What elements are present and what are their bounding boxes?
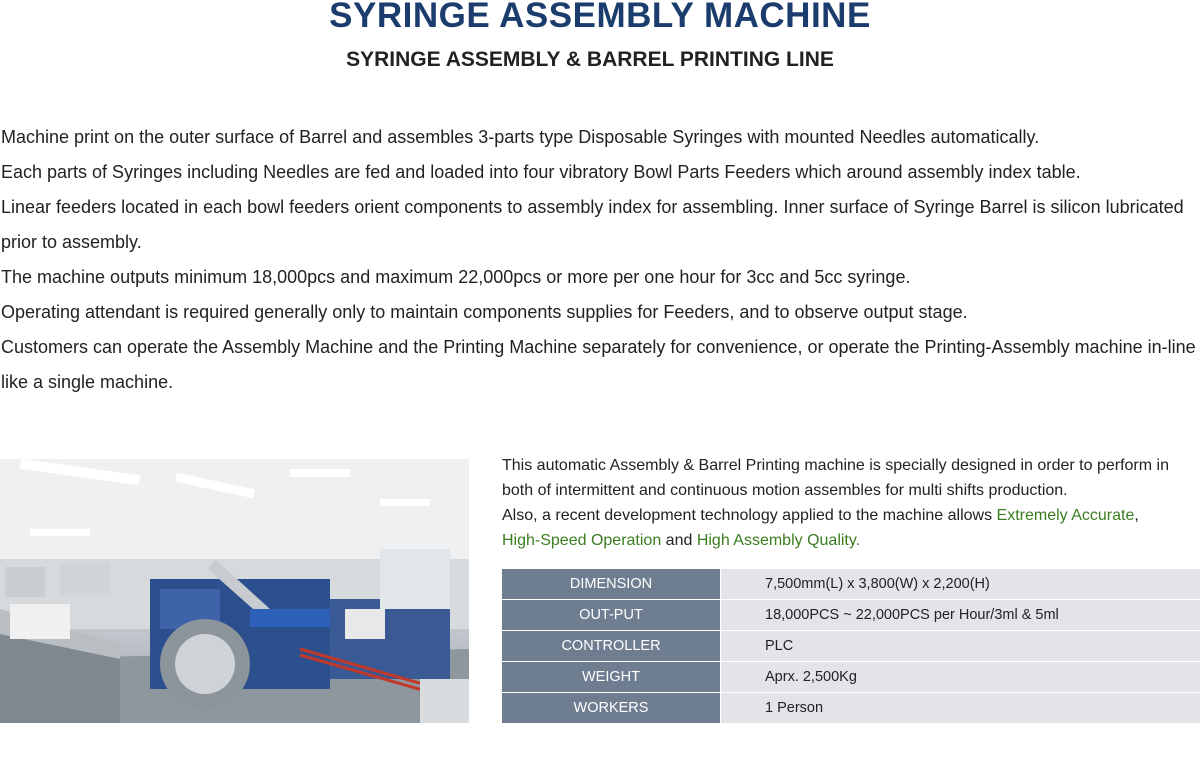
intro-line-prefix: Also, a recent development technology applied to the machine allows (502, 507, 997, 524)
spec-value: Aprx. 2,500Kg (721, 662, 1200, 693)
highlight-assembly-quality: High Assembly Quality. (696, 532, 861, 549)
spec-row-dimension (502, 569, 1200, 600)
spec-key: WORKERS (502, 693, 721, 724)
spec-value: 7,500mm(L) x 3,800(W) x 2,200(H) (721, 569, 1200, 600)
page-subtitle: SYRINGE ASSEMBLY & BARREL PRINTING LINE (346, 48, 834, 71)
description-paragraph: The machine outputs minimum 18,000pcs and maximum 22,000pcs or more per one hour for 3cc and 5cc syringe. (1, 267, 911, 287)
spec-row-weight (502, 662, 1200, 693)
spec-key: CONTROLLER (502, 631, 721, 662)
spec-key: DIMENSION (502, 569, 721, 600)
description-paragraph: Machine print on the outer surface of Barrel and assembles 3-parts type Disposable Syringes with mounted Needles automatically. (1, 127, 1040, 147)
spec-key: WEIGHT (502, 662, 721, 693)
description-paragraph: Linear feeders located in each bowl feeders orient components to assembly index for assembling. Inner surface of Syringe Barrel is silicon lubricated prior to assembly. (1, 197, 1184, 252)
description-paragraph: Operating attendant is required generally only to maintain components supplies for Feeders, and to observe output stage. (1, 302, 968, 322)
highlight-high-speed: High-Speed Operation (502, 532, 662, 549)
spec-value: 1 Person (721, 693, 1200, 724)
intro-text (502, 453, 1192, 553)
description-block (1, 120, 1200, 400)
highlight-extremely-accurate: Extremely Accurate (996, 507, 1135, 524)
machine-photo (0, 459, 469, 723)
spec-table (502, 569, 1200, 724)
spec-value: 18,000PCS ~ 22,000PCS per Hour/3ml & 5ml (721, 600, 1200, 631)
intro-comma: , (1134, 507, 1139, 524)
spec-row-controller (502, 631, 1200, 662)
intro-and: and (661, 532, 697, 549)
spec-key: OUT-PUT (502, 600, 721, 631)
factory-floor-image (0, 459, 469, 723)
description-paragraph: Each parts of Syringes including Needles are fed and loaded into four vibratory Bowl Parts Feeders which around assembly index table. (1, 162, 1081, 182)
spec-row-output (502, 600, 1200, 631)
intro-line: This automatic Assembly & Barrel Printing machine is specially designed in order to perform in both of intermittent and continuous motion assembles for multi shifts production. (502, 457, 1169, 499)
spec-value: PLC (721, 631, 1200, 662)
spec-row-workers (502, 693, 1200, 724)
description-paragraph: Customers can operate the Assembly Machine and the Printing Machine separately for convenience, or operate the Printing-Assembly machine in-line like a single machine. (1, 337, 1196, 392)
page-title: SYRINGE ASSEMBLY MACHINE (329, 0, 871, 35)
